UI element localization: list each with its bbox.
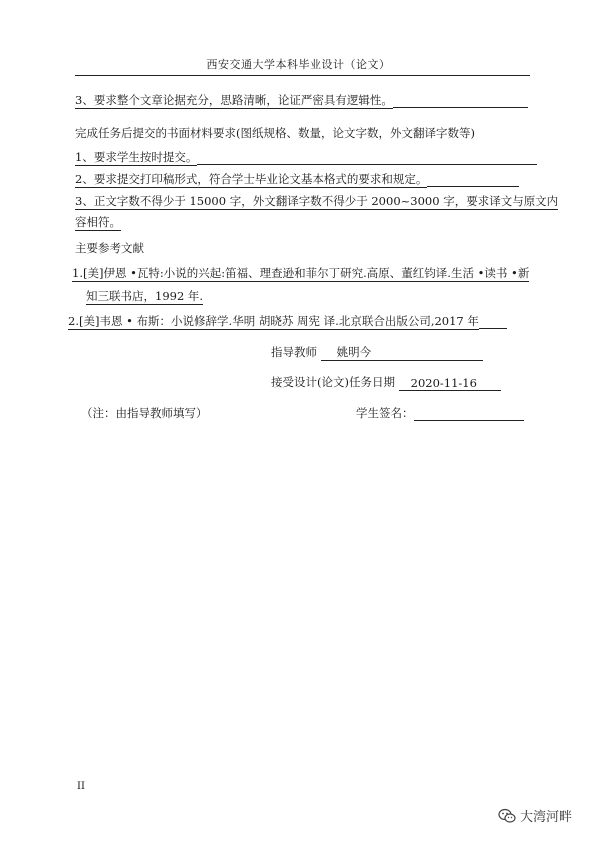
reference-item-1-line1: 1.[美]伊恩 •瓦特:小说的兴起:笛福、理查逊和菲尔丁研究.高原、董红钧译.生活 •读书 •新 (72, 266, 530, 280)
submission-item-3-text: 3、正文字数不得少于 15000 字，外文翻译字数不得少于 2000~3000 字，要求译文与原文内 (75, 194, 559, 208)
note-text: （注：由指导教师填写） (81, 406, 208, 420)
fill-underline (197, 164, 537, 165)
fill-underline (427, 186, 519, 187)
fill-underline (393, 107, 528, 108)
page-number: II (77, 781, 85, 792)
advisor-field (321, 344, 483, 361)
date-label: 接受设计(论文)任务日期 (271, 375, 395, 389)
page-header: 西安交通大学本科毕业设计（论文） (206, 58, 391, 71)
requirement-item-3-text: 3、要求整个文章论据充分，思路清晰，论证严密具有逻辑性。 (75, 93, 393, 107)
header-rule (75, 75, 530, 76)
submission-item-3 (75, 194, 558, 208)
submission-item-1-text: 1、要求学生按时提交。 (75, 150, 198, 164)
fill-underline (479, 328, 507, 329)
submission-item-3-cont (75, 215, 121, 229)
reference-item-1 (72, 266, 529, 280)
date-field (399, 376, 501, 391)
date-row (271, 374, 501, 390)
reference-item-2 (68, 314, 507, 329)
student-signature-field (414, 406, 524, 421)
references-heading: 主要参考文献 (75, 241, 144, 255)
submission-item-3-cont-text: 容相符。 (75, 215, 121, 229)
wechat-icon (498, 808, 516, 824)
student-label: 学生签名： (356, 406, 414, 420)
submission-item-2 (75, 172, 519, 187)
student-row (356, 405, 524, 421)
submission-heading: 完成任务后提交的书面材料要求(图纸规格、数量，论文字数，外文翻译字数等) (75, 126, 475, 140)
advisor-label: 指导教师 (271, 345, 317, 359)
reference-item-2-line1: 2.[美]韦恩 • 布斯：小说修辞学.华明 胡晓苏 周宪 译.北京联合出版公司,2017 年 (68, 314, 479, 328)
advisor-name: 姚明今 (336, 345, 372, 359)
reference-item-1-cont (86, 289, 203, 303)
submission-item-1 (75, 150, 537, 165)
reference-item-1-line2: 知三联书店，1992 年. (86, 289, 204, 303)
watermark (498, 806, 572, 825)
watermark-text: 大湾河畔 (520, 810, 573, 825)
requirement-item-3 (75, 93, 528, 108)
advisor-row (271, 343, 483, 360)
date-value: 2020-11-16 (410, 376, 477, 390)
submission-item-2-text: 2、要求提交打印稿形式，符合学士毕业论文基本格式的要求和规定。 (75, 172, 428, 186)
